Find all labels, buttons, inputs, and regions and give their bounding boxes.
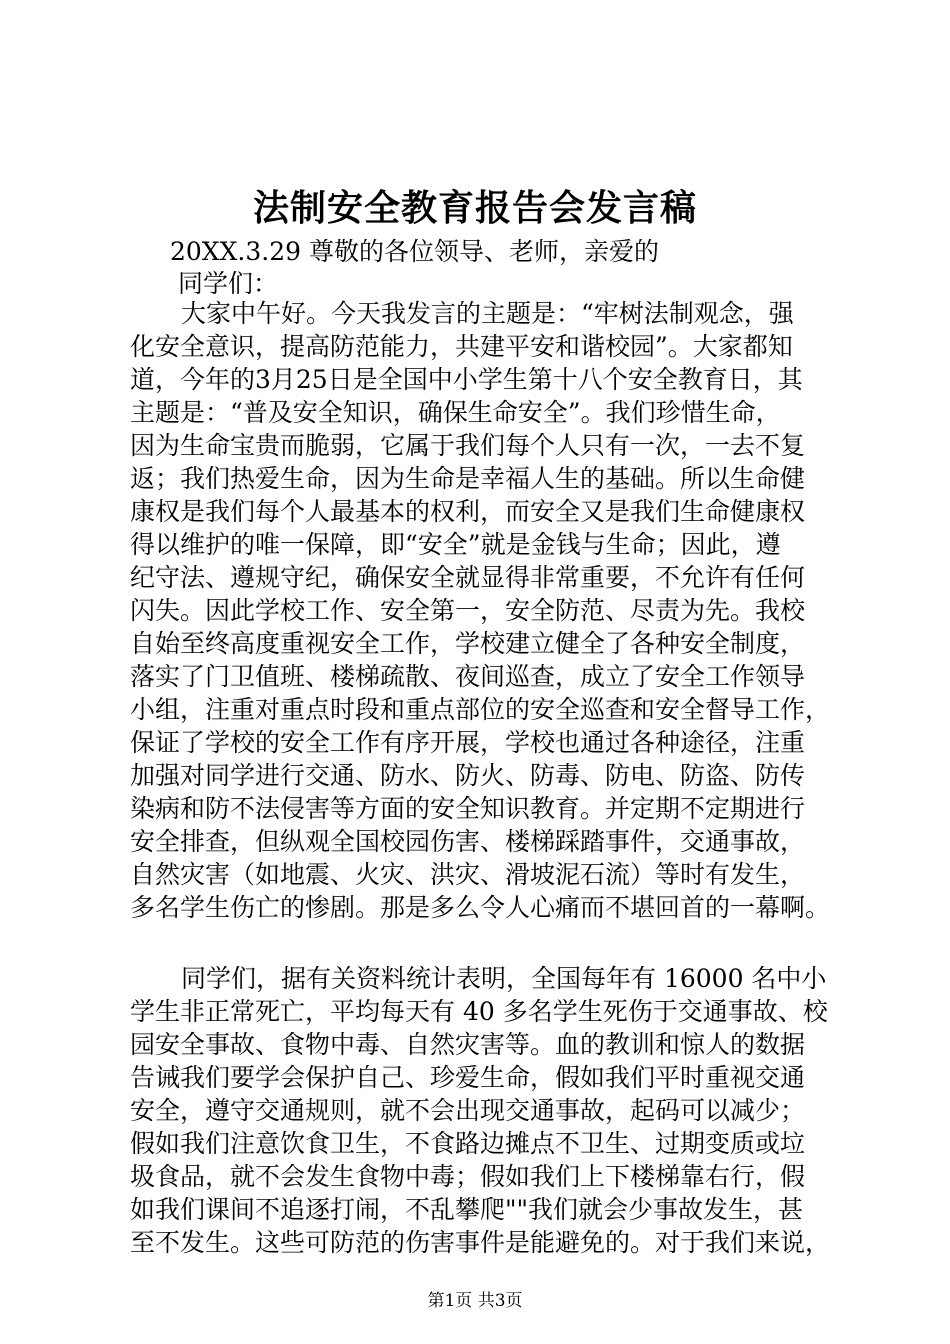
paragraph-line: 大家中午好。今天我发言的主题是：“牢树法制观念，强: [181, 299, 794, 328]
paragraph-line: 假如我们注意饮食卫生，不食路边摊点不卫生、过期变质或垃: [130, 1129, 806, 1158]
paragraph-line: 返；我们热爱生命，因为生命是幸福人生的基础。所以生命健: [130, 464, 806, 493]
paragraph-line: 主题是：“普及安全知识，确保生命安全”。我们珍惜生命，: [130, 398, 781, 427]
paragraph-line: 得以维护的唯一保障，即“安全”就是金钱与生命；因此，遵: [130, 530, 781, 559]
paragraph-line: 多名学生伤亡的惨剧。那是多么令人心痛而不堪回首的一幕啊。: [130, 893, 831, 922]
paragraph-line: 道，今年的3月25日是全国中小学生第十八个安全教育日，其: [130, 365, 803, 394]
paragraph-line: 自然灾害（如地震、火灾、洪灾、滑坡泥石流）等时有发生，: [130, 860, 806, 889]
paragraph-line: 染病和防不法侵害等方面的安全知识教育。并定期不定期进行: [130, 794, 806, 823]
paragraph-line: 闪失。因此学校工作、安全第一，安全防范、尽责为先。我校: [130, 596, 806, 625]
paragraph-line: 至不发生。这些可防范的伤害事件是能避免的。对于我们来说，: [130, 1228, 831, 1257]
header-line: 20XX.3.29 尊敬的各位领导、老师，亲爱的: [170, 237, 659, 266]
paragraph-line: 保证了学校的安全工作有序开展，学校也通过各种途径，注重: [130, 728, 806, 757]
paragraph-line: 园安全事故、食物中毒、自然灾害等。血的教训和惊人的数据: [130, 1030, 806, 1059]
paragraph-line: 圾食品，就不会发生食物中毒；假如我们上下楼梯靠右行，假: [130, 1162, 806, 1191]
paragraph-line: 因为生命宝贵而脆弱，它属于我们每个人只有一次，一去不复: [130, 431, 806, 460]
paragraph-line: 安全排查，但纵观全国校园伤害、楼梯踩踏事件，交通事故，: [130, 827, 806, 856]
paragraph-line: 化安全意识，提高防范能力，共建平安和谐校园”。大家都知: [130, 332, 793, 361]
paragraph-line: 小组，注重对重点时段和重点部位的安全巡查和安全督导工作，: [130, 695, 831, 724]
paragraph-line: 学生非正常死亡，平均每天有 40 多名学生死伤于交通事故、校: [130, 997, 828, 1026]
paragraph-line: 自始至终高度重视安全工作，学校建立健全了各种安全制度，: [130, 629, 806, 658]
document-title: 法制安全教育报告会发言稿: [252, 187, 697, 229]
paragraph-line: 落实了门卫值班、楼梯疏散、夜间巡查，成立了安全工作领导: [130, 662, 806, 691]
paragraph-line: 安全，遵守交通规则，就不会出现交通事故，起码可以减少；: [130, 1096, 806, 1125]
paragraph-line: 同学们，据有关资料统计表明，全国每年有 16000 名中小: [181, 964, 827, 993]
header-line: 同学们：: [178, 269, 279, 298]
paragraph-line: 康权是我们每个人最基本的权利，而安全又是我们生命健康权: [130, 497, 806, 526]
page-footer: 第1页 共3页: [427, 1291, 523, 1311]
paragraph-line: 纪守法、遵规守纪，确保安全就显得非常重要，不允许有任何: [130, 563, 806, 592]
paragraph-line: 告诫我们要学会保护自己、珍爱生命，假如我们平时重视交通: [130, 1063, 806, 1092]
paragraph-line: 如我们课间不追逐打闹，不乱攀爬""我们就会少事故发生，甚: [130, 1195, 804, 1224]
paragraph-line: 加强对同学进行交通、防水、防火、防毒、防电、防盗、防传: [130, 761, 806, 790]
